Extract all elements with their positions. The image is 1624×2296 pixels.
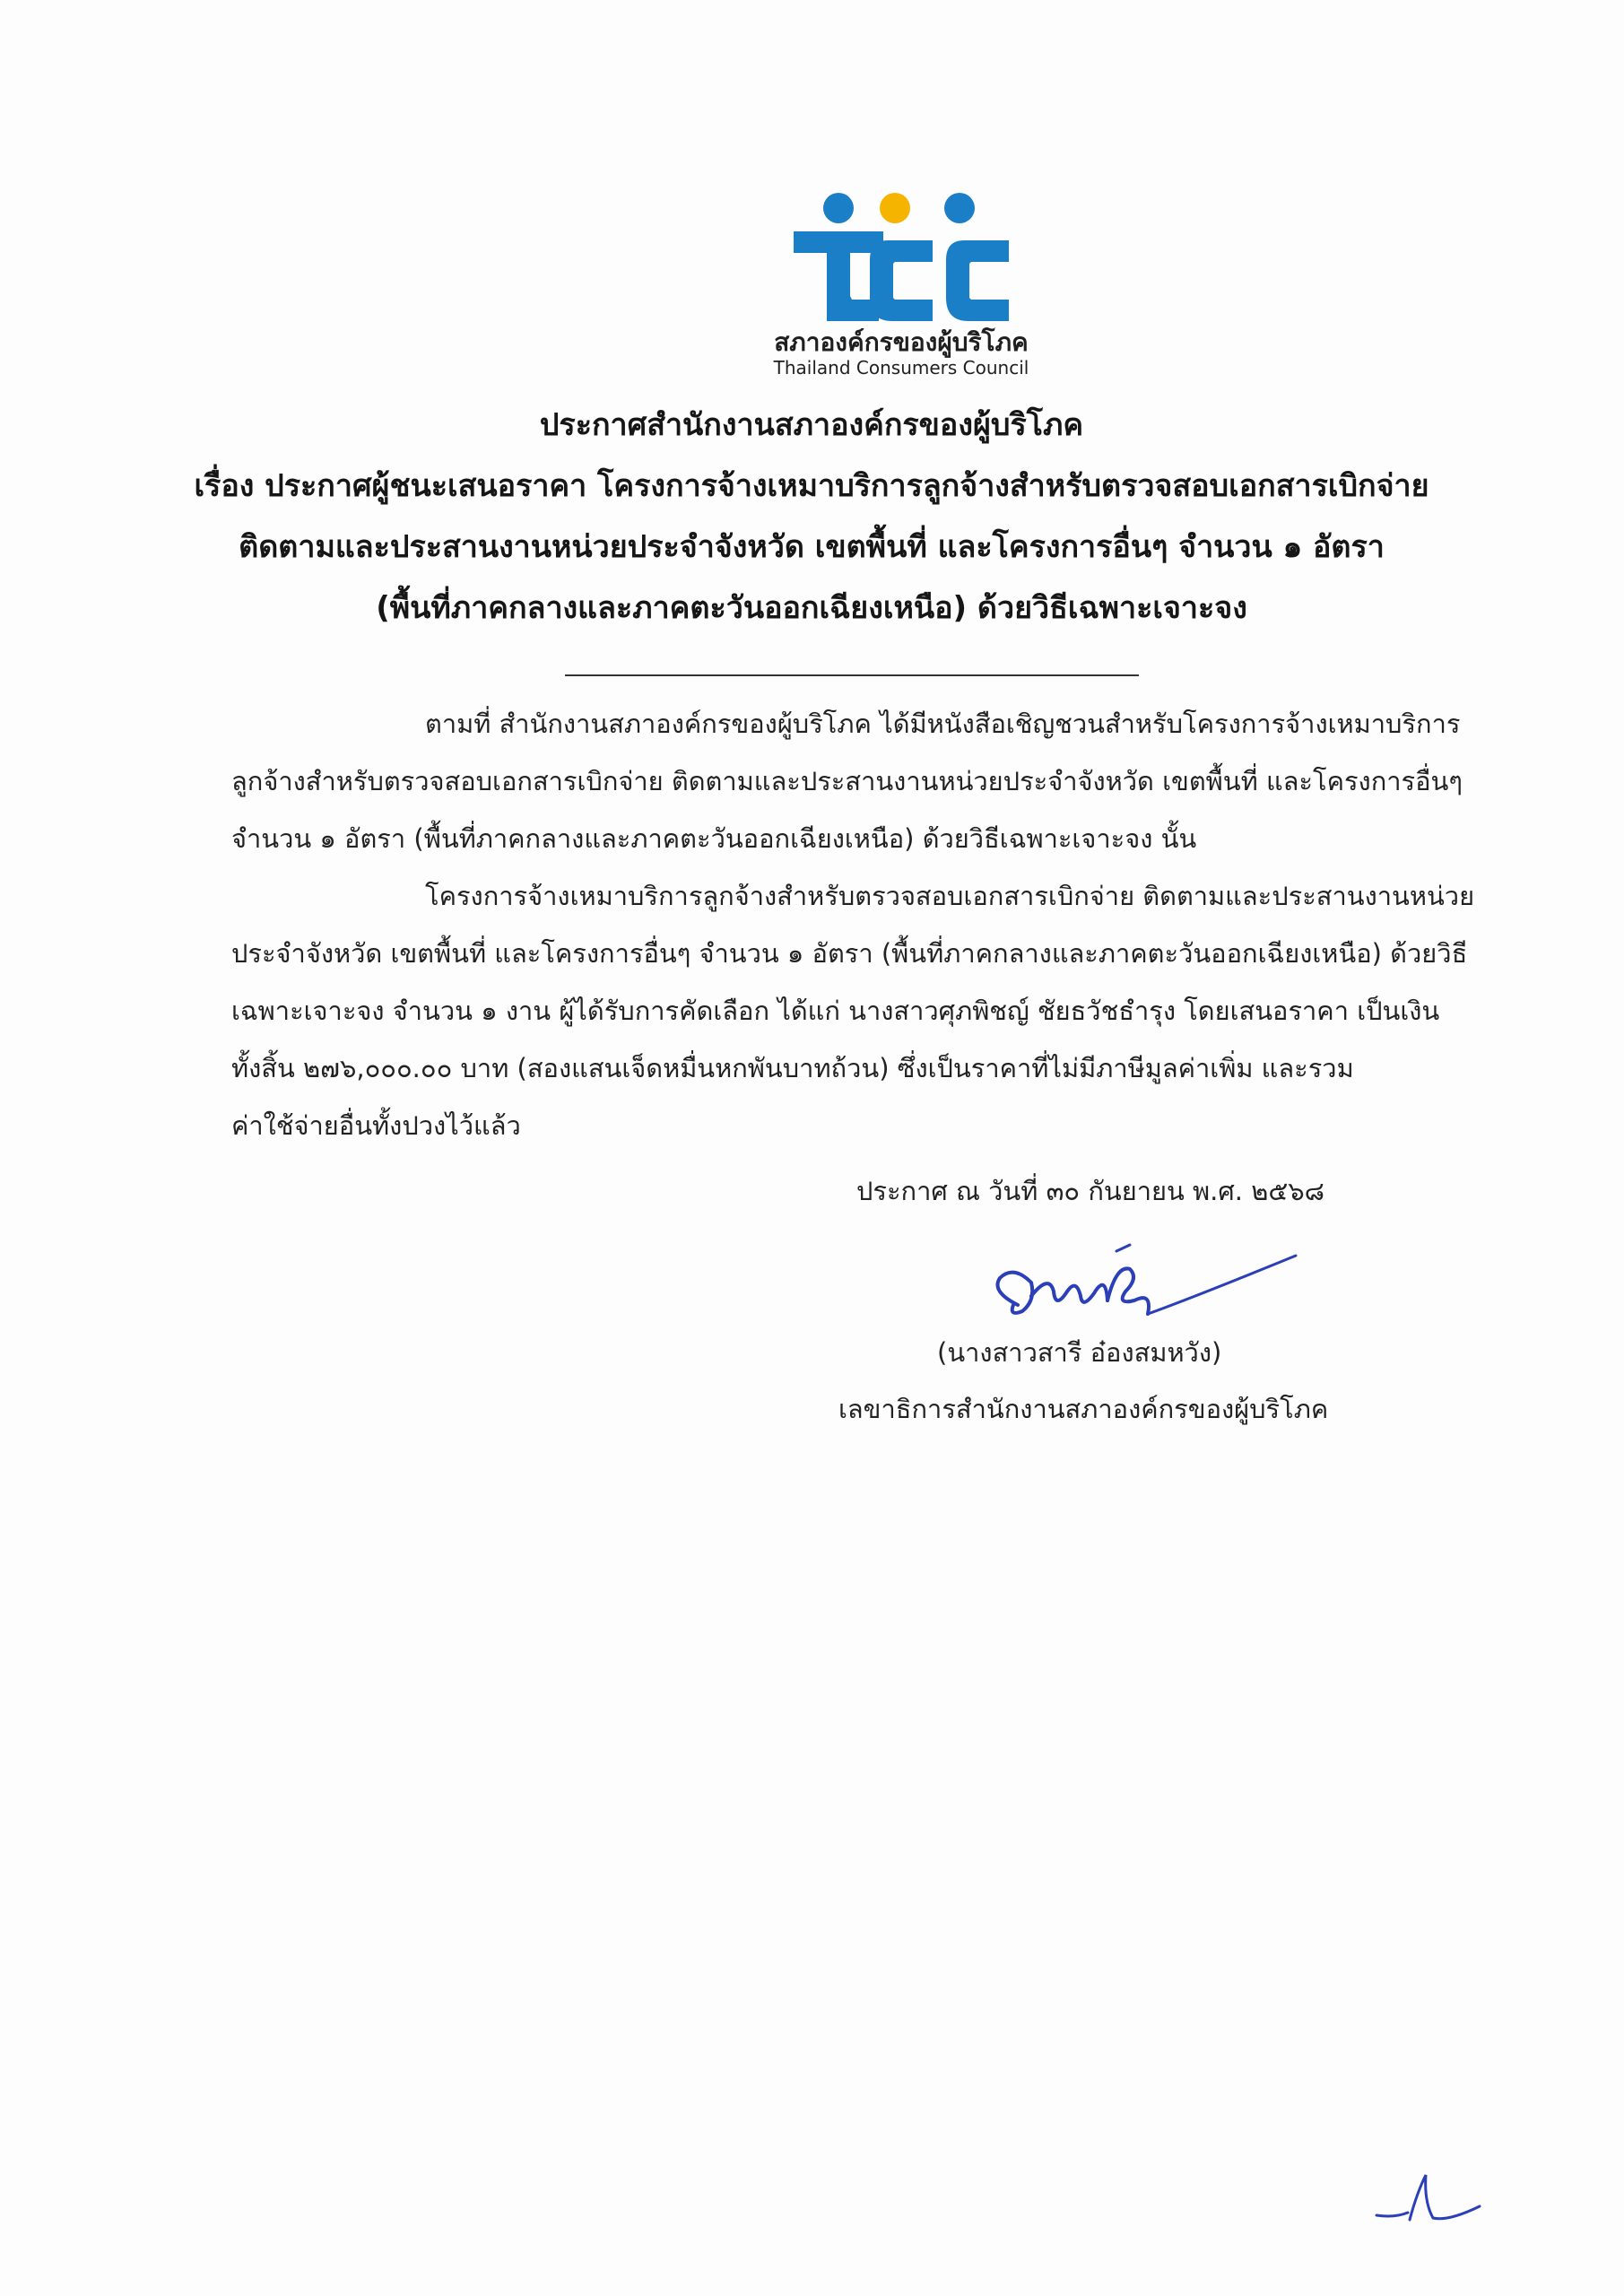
announcement-body (231, 695, 1514, 1154)
announcement-title (179, 395, 1444, 639)
paragraph-1-line-3: จำนวน ๑ อัตรา (พื้นที่ภาคกลางและภาคตะวันออกเฉียงเหนือ) ด้วยวิธีเฉพาะเจาะจง นั้น (231, 823, 1197, 854)
tcc-logo (771, 179, 1031, 377)
signatory-name: (นางสาวสารี อ๋องสมหวัง) (937, 1337, 1222, 1368)
title-line-4: (พื้นที่ภาคกลางและภาคตะวันออกเฉียงเหนือ) ด้วยวิธีเฉพาะเจาะจง (376, 590, 1247, 626)
logo-org-name-en: Thailand Consumers Council (773, 357, 1029, 378)
logo-org-name-th: สภาองค์กรของผู้บริโภค (774, 327, 1029, 357)
signatory-position: เลขาธิการสำนักงานสภาองค์กรของผู้บริโภค (838, 1394, 1329, 1424)
title-line-1: ประกาศสำนักงานสภาองค์กรของผู้บริโภค (539, 407, 1084, 443)
paragraph-2-line-3: เฉพาะเจาะจง จำนวน ๑ งาน ผู้ได้รับการคัดเลือก ได้แก่ นางสาวศุภพิชญ์ ชัยธวัชธำรุง โดยเสนอราคา เป็นเงิน (231, 996, 1440, 1026)
title-line-3: ติดตามและประสานงานหน่วยประจำจังหวัด เขตพื้นที่ และโครงการอื่นๆ จำนวน ๑ อัตรา (239, 529, 1385, 565)
paragraph-2-line-4: ทั้งสิ้น ๒๗๖,๐๐๐.๐๐ บาท (สองแสนเจ็ดหมื่นหกพันบาทถ้วน) ซึ่งเป็นราคาที่ไม่มีภาษีมูลค่าเพิ่ม และรวม (231, 1053, 1354, 1083)
title-divider (565, 674, 1139, 676)
paragraph-1-line-2: ลูกจ้างสำหรับตรวจสอบเอกสารเบิกจ่าย ติดตามและประสานงานหน่วยประจำจังหวัด เขตพื้นที่ และโครงการอื่นๆ (231, 766, 1463, 796)
title-line-2: เรื่อง ประกาศผู้ชนะเสนอราคา โครงการจ้างเหมาบริการลูกจ้างสำหรับตรวจสอบเอกสารเบิกจ่าย (194, 468, 1429, 504)
paragraph-2-line-5: ค่าใช้จ่ายอื่นทั้งปวงไว้แล้ว (231, 1110, 521, 1141)
initial-mark (1372, 2166, 1489, 2229)
announcement-date: ประกาศ ณ วันที่ ๓๐ กันยายน พ.ศ. ๒๕๖๘ (856, 1176, 1325, 1206)
paragraph-2-line-1: โครงการจ้างเหมาบริการลูกจ้างสำหรับตรวจสอบเอกสารเบิกจ่าย ติดตามและประสานงานหน่วย (425, 881, 1475, 911)
paragraph-2-line-2: ประจำจังหวัด เขตพื้นที่ และโครงการอื่นๆ จำนวน ๑ อัตรา (พื้นที่ภาคกลางและภาคตะวันออกเฉียงเหนือ) ด้วยวิธี (231, 938, 1468, 969)
paragraph-1-line-1: ตามที่ สำนักงานสภาองค์กรของผู้บริโภค ได้มีหนังสือเชิญชวนสำหรับโครงการจ้างเหมาบริการ (425, 709, 1461, 739)
tcc-logo-mark (789, 188, 1013, 323)
